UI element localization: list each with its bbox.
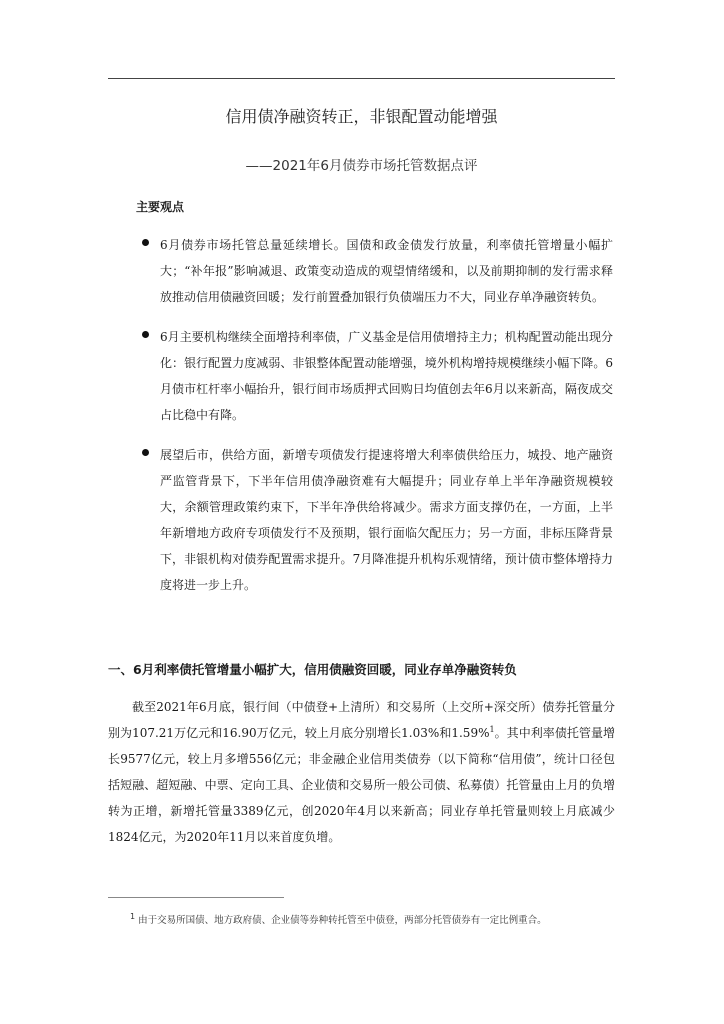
key-points-heading: 主要观点: [136, 200, 185, 214]
document-title: 信用债净融资转正，非银配置动能增强: [225, 107, 498, 126]
bullet-icon: [142, 239, 149, 246]
list-item: [108, 324, 615, 428]
key-point-text: 6月债券市场托管总量延续增长。国债和政金债发行放量，利率债托管增量小幅扩大；“补年报”影响减退、政策变动造成的观望情绪缓和，以及前期抑制的发行需求释放推动信用债融资回暖；发行前置叠加银行负债端压力不大，同业存单净融资转负。: [160, 238, 613, 304]
bullet-icon: [142, 331, 149, 338]
paragraph-text-a: 截至2021年6月底，银行间（中债登+上清所）和交易所（上交所+深交所）债券托管量分别为107.21万亿元和16.90万亿元，较上月底分别增长1.03%和1.59%: [108, 700, 615, 740]
key-points-list: [108, 232, 615, 612]
key-point-text: 展望后市，供给方面，新增专项债发行提速将增大利率债供给压力，城投、地产融资严监管背景下，下半年信用债净融资难有大幅提升；同业存单上半年净融资规模较大，余额管理政策约束下，下半年净供给将减少。需求方面支撑仍在，一方面，上半年新增地方政府专项债发行不及预期，银行面临欠配压力；另一方面，非标压降背景下，非银机构对债券配置需求提升。7月降准提升机构乐观情绪，预计债市整体增持力度将进一步上升。: [160, 448, 613, 592]
key-point-text: 6月主要机构继续全面增持利率债，广义基金是信用债增持主力；机构配置动能出现分化：银行配置力度减弱、非银整体配置动能增强，境外机构增持规模继续小幅下降。6月债市杠杆率小幅抬升，银行间市场质押式回购日均值创去年6月以来新高，隔夜成交占比稳中有降。: [160, 330, 613, 422]
footnote-text: 由于交易所国债、地方政府债、企业债等券种转托管至中债登，两部分托管债券有一定比例重合。: [138, 915, 547, 926]
footnote-marker: 1: [489, 725, 495, 734]
footnote: [130, 912, 615, 926]
document-subtitle: ——2021年6月债券市场托管数据点评: [245, 158, 478, 174]
header-rule: [108, 78, 615, 79]
list-item: [108, 232, 615, 310]
list-item: [108, 442, 615, 598]
footnote-number: 1: [130, 911, 136, 921]
footnote-rule: [108, 897, 284, 898]
section-heading: 一、6月利率债托管增量小幅扩大，信用债融资回暖，同业存单净融资转负: [108, 662, 517, 677]
body-paragraph: [108, 694, 615, 850]
paragraph-text-b: 。其中利率债托管量增长9577亿元，较上月多增556亿元；非金融企业信用类债券（以下简称“信用债”，统计口径包括短融、超短融、中票、定向工具、企业债和交易所一般公司债、私募债）托管量由上月的负增转为正增，新增托管量3389亿元，创2020年4月以来新高；同业存单托管量则较上月底减少1824亿元，为2020年11月以来首度负增。: [108, 726, 615, 844]
bullet-icon: [142, 449, 149, 456]
